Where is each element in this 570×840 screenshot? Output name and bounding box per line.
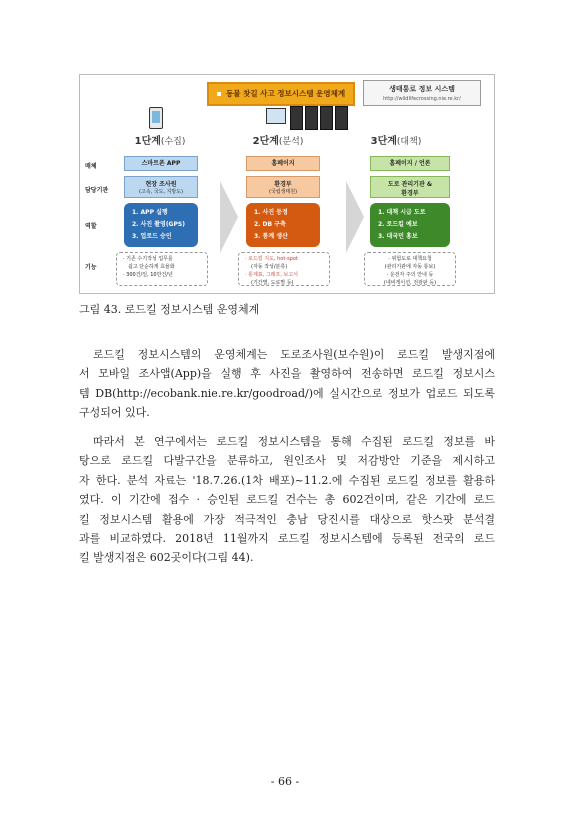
function-box-3: · 위험도로 대책요청 (관리기관에 자동 통보) · 운전자 주의 안내 등 (네비게이션, 전광판 등) <box>364 252 456 286</box>
row-label-function: 기능 <box>85 264 97 271</box>
stage-2: 2단계(분석) <box>252 136 304 147</box>
figure-title: 동물 찻길 사고 정보시스템 운영체계 <box>207 82 355 106</box>
paragraph-1 <box>79 345 495 423</box>
system-url: http://wildlifecrossing.nie.re.kr/ <box>383 96 461 102</box>
media-box-3: 홈페이지 / 언론 <box>370 156 450 171</box>
text-line: 킬 정보시스템 활용에 가장 적극적인 충남 당진시를 대상으로 핫스팟 분석결 <box>79 512 495 526</box>
text-line: 과를 비교하였다. 2018년 11월까지 로드킬 정보시스템에 등록된 전국의 로드 <box>79 532 495 546</box>
page-number: - 66 - <box>270 775 300 788</box>
row-label-agency: 담당기관 <box>85 187 109 194</box>
function-box-1: · 기존 수기작성 업무를 쉽고 단순하게 효율화 · 300건/일, 10만건/년 <box>116 252 208 286</box>
text-line: 구성되어 있다. <box>79 406 150 420</box>
media-box-2: 홈페이지 <box>246 156 320 171</box>
stage-3: 3단계(대책) <box>370 136 422 147</box>
paragraph-2 <box>79 432 495 568</box>
text-line: 서 모바일 조사앱(App)을 실행 후 사진을 촬영하여 전송하면 로드킬 정보시스 <box>79 367 495 381</box>
smartphone-icon <box>149 107 163 129</box>
role-box-2: 1. 사진 등정 2. DB 구축 3. 통계 생산 <box>246 203 320 247</box>
row-label-role: 역할 <box>85 223 97 230</box>
text-line: 템 DB(http://ecobank.nie.re.kr/goodroad/)에 실시간으로 정보가 업로드 되도록 <box>79 386 495 400</box>
agency-box-2: 환경부 (국립생태원) <box>246 176 320 198</box>
text-line: 로드킬 정보시스템의 운영체계는 도로조사원(보수원)이 로드킬 발생지점에 <box>93 348 495 361</box>
role-box-1: 1. APP 실행 2. 사진 촬영(GPS) 3. 업로드 승인 <box>124 203 198 247</box>
text-line: 탕으로 로드킬 다발구간을 분류하고, 원인조사 및 저감방안 기준을 제시하고 <box>79 454 495 468</box>
stage-1: 1단계(수집) <box>134 136 186 147</box>
agency-box-1: 현장 조사원 (고속, 국도, 지방도) <box>124 176 198 198</box>
figure-caption: 그림 43. 로드킬 정보시스템 운영체계 <box>79 303 260 316</box>
media-box-1: 스마트폰 APP <box>124 156 198 171</box>
arrow-right-icon <box>346 181 364 253</box>
server-icon <box>290 106 350 134</box>
function-box-2: · 로드킬 지도, hot-spot (자동 작성/분류) · 통계표, 그래프, 보고서 (기간별, 도로별 등) <box>238 252 330 286</box>
road-kill-system-figure <box>79 74 495 294</box>
text-line: 킬 발생지점은 602곳이다(그림 44). <box>79 551 254 565</box>
system-info-box <box>363 80 481 106</box>
monitor-icon <box>266 108 286 124</box>
bullet-icon <box>217 92 221 96</box>
role-box-3: 1. 대책 시급 도로 2. 로드킬 예보 3. 대국민 홍보 <box>370 203 450 247</box>
arrow-right-icon <box>220 181 238 253</box>
text-line: 였다. 이 기간에 접수 · 승인된 로드킬 건수는 총 602건이며, 같은 기간에 로드 <box>79 493 495 507</box>
agency-box-3: 도로 관리기관 & 환경부 <box>370 176 450 198</box>
system-name: 생태통로 정보 시스템 <box>389 85 455 93</box>
text-line: 자 한다. 분석 자료는 '18.7.26.(1차 배포)~11.2.에 수집된 로드킬 정보를 활용하 <box>79 473 495 487</box>
row-label-media: 매체 <box>85 163 97 170</box>
text-line: 따라서 본 연구에서는 로드킬 정보시스템을 통해 수집된 로드킬 정보를 바 <box>93 435 495 448</box>
